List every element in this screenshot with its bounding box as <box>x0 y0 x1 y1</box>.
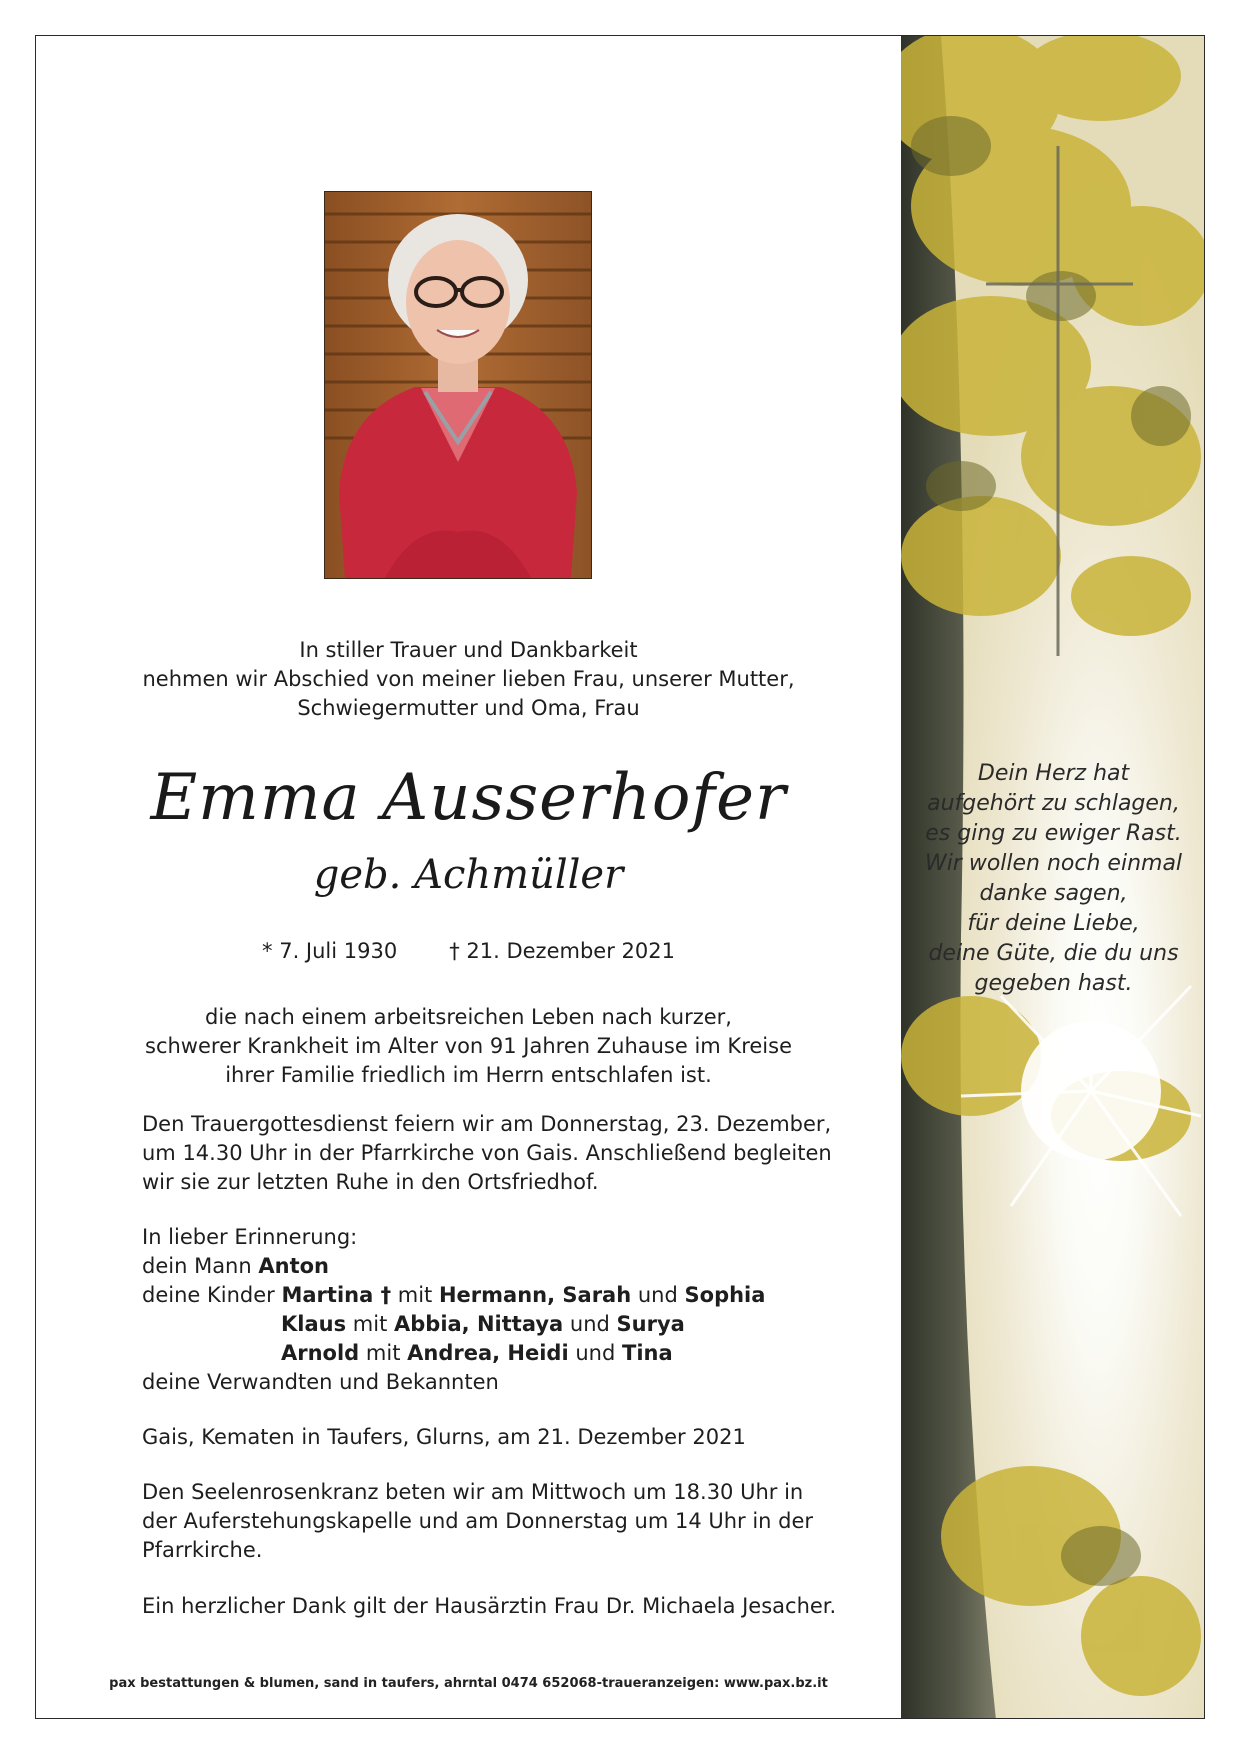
passing-line: die nach einem arbeitsreichen Leben nach kurzer, <box>205 1005 732 1029</box>
child-line <box>142 1339 842 1368</box>
poem-text <box>901 759 1205 999</box>
with-word: mit <box>397 1283 433 1307</box>
rosary-line: Pfarrkirche. <box>142 1538 263 1562</box>
passing-text <box>36 1003 901 1090</box>
memory-heading: In lieber Erinnerung: <box>142 1225 358 1249</box>
funeral-service-text <box>142 1110 842 1197</box>
rosary-line: der Auferstehungskapelle und am Donnerstag um 14 Uhr in der <box>142 1509 814 1533</box>
death-date: † 21. Dezember 2021 <box>449 939 675 963</box>
poem-line: Dein Herz hat <box>977 761 1130 786</box>
child-family-last: Surya <box>616 1312 685 1336</box>
husband-line <box>142 1252 842 1281</box>
with-word: mit <box>365 1341 401 1365</box>
child-family-last: Tina <box>622 1341 673 1365</box>
life-dates <box>36 939 901 963</box>
thanks-text: Ein herzlicher Dank gilt der Hausärztin Frau Dr. Michaela Jesacher. <box>142 1594 837 1618</box>
service-line: um 14.30 Uhr in der Pfarrkirche von Gais. Anschließend begleiten <box>142 1141 832 1165</box>
place-date: Gais, Kematen in Taufers, Glurns, am 21. Dezember 2021 <box>142 1425 746 1449</box>
poem-line: gegeben hast. <box>974 971 1133 996</box>
family-list <box>142 1223 842 1397</box>
and-word: und <box>569 1312 610 1336</box>
poem-line: danke sagen, <box>979 881 1128 906</box>
passing-line: ihrer Familie friedlich im Herrn entschlafen ist. <box>225 1063 712 1087</box>
poem-line: deine Güte, die du uns <box>928 941 1179 966</box>
child-family: Abbia, Nittaya <box>394 1312 564 1336</box>
and-word: und <box>575 1341 616 1365</box>
main-column <box>36 36 901 1718</box>
husband-name: Anton <box>258 1254 329 1278</box>
intro-line: nehmen wir Abschied von meiner lieben Frau, unserer Mutter, <box>142 667 795 691</box>
child-name: Arnold <box>281 1341 360 1365</box>
poem-line: es ging zu ewiger Rast. <box>925 821 1182 846</box>
deceased-name: Emma Ausserhofer <box>150 761 787 835</box>
intro-line: Schwiegermutter und Oma, Frau <box>297 696 640 720</box>
child-line <box>142 1310 842 1339</box>
child-family-last: Sophia <box>684 1283 766 1307</box>
service-line: Den Trauergottesdienst feiern wir am Donnerstag, 23. Dezember, <box>142 1112 832 1136</box>
child-line <box>142 1281 842 1310</box>
portrait-photo <box>324 191 592 579</box>
rosary-text <box>142 1478 842 1565</box>
passing-line: schwerer Krankheit im Alter von 91 Jahren Zuhause im Kreise <box>145 1034 792 1058</box>
footer-imprint: pax bestattungen & blumen, sand in taufers, ahrntal 0474 652068-traueranzeigen: www.pax.bz.it <box>109 1676 828 1691</box>
child-name: Martina † <box>281 1283 392 1307</box>
birth-date: * 7. Juli 1930 <box>262 939 398 963</box>
service-line: wir sie zur letzten Ruhe in den Ortsfriedhof. <box>142 1170 599 1194</box>
poem-line: für deine Liebe, <box>967 911 1140 936</box>
children-prefix: deine Kinder <box>142 1283 275 1307</box>
maiden-name: geb. Achmüller <box>313 852 624 898</box>
poem-line: Wir wollen noch einmal <box>924 851 1183 876</box>
relatives-line: deine Verwandten und Bekannten <box>142 1370 499 1394</box>
and-word: und <box>637 1283 678 1307</box>
child-name: Klaus <box>281 1312 347 1336</box>
poem-line: aufgehört zu schlagen, <box>927 791 1180 816</box>
rosary-line: Den Seelenrosenkranz beten wir am Mittwoch um 18.30 Uhr in <box>142 1480 804 1504</box>
obituary-card <box>35 35 1205 1719</box>
husband-prefix: dein Mann <box>142 1254 252 1278</box>
child-family: Hermann, Sarah <box>438 1283 632 1307</box>
intro-text <box>36 636 901 723</box>
intro-line: In stiller Trauer und Dankbarkeit <box>299 638 638 662</box>
with-word: mit <box>352 1312 388 1336</box>
side-image-panel <box>901 36 1205 1718</box>
child-family: Andrea, Heidi <box>407 1341 569 1365</box>
